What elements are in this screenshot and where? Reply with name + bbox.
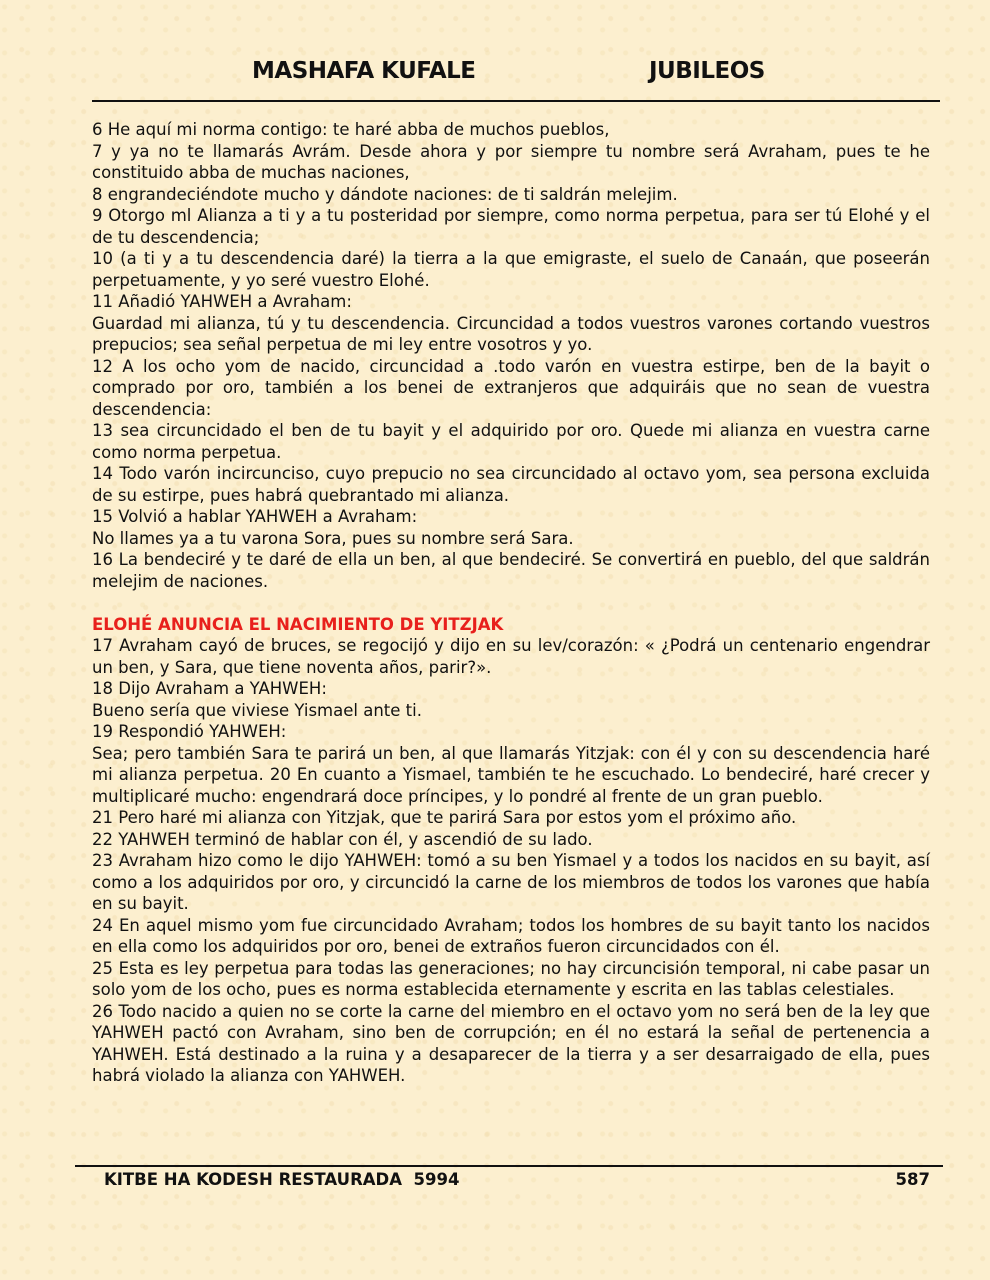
verse-paragraph: 15 Volvió a hablar YAHWEH a Avraham:: [92, 507, 418, 526]
footer-divider: [75, 1165, 943, 1167]
verse-paragraph: 13 sea circuncidado el ben de tu bayit y el adquirido por oro. Quede mi alianza en vuestra carne como norma perpetua.: [92, 421, 930, 462]
section-spacer: [92, 592, 930, 614]
verse-paragraph: 9 Otorgo ml Alianza a ti y a tu posteridad por siempre, como norma perpetua, para ser tú Elohé y el de tu descendencia;: [92, 206, 930, 247]
verse-paragraph: 19 Respondió YAHWEH:: [92, 722, 287, 741]
verse-paragraph: 6 He aquí mi norma contigo: te haré abba de muchos pueblos,: [92, 120, 610, 139]
verse-paragraph: 14 Todo varón incircunciso, cuyo prepucio no sea circuncidado al octavo yom, sea persona excluida de su estirpe, pues habrá quebrantado mi alianza.: [92, 464, 930, 505]
verse-paragraph: 18 Dijo Avraham a YAHWEH:: [92, 679, 327, 698]
verse-paragraph: 26 Todo nacido a quien no se corte la carne del miembro en el octavo yom no será ben de la ley que YAHWEH pactó con Avraham, sino ben de corrupción; en él no estará la señal de pertenencia a YAHWEH. Está destinado a la ruina y a desaparecer de la tierra y a ser desarraigado de ella, pues habrá violado la alianza con YAHWEH.: [92, 1001, 930, 1085]
verse-paragraph: 17 Avraham cayó de bruces, se regocijó y dijo en su lev/corazón: « ¿Podrá un centenario engendrar un ben, y Sara, que tiene noventa años, parir?».: [92, 636, 930, 677]
verse-paragraph: 21 Pero haré mi alianza con Yitzjak, que te parirá Sara por estos yom el próximo año.: [92, 808, 797, 827]
page-number: 587: [895, 1170, 930, 1189]
page-footer: [104, 1170, 930, 1196]
footer-book-title: KITBE HA KODESH RESTAURADA 5994: [104, 1170, 460, 1189]
verse-paragraph: 12 A los ocho yom de nacido, circuncidad a .todo varón en vuestra estirpe, ben de la bayit o comprado por oro, también a los benei de extranjeros que adquiráis que no sean de vuestra descendencia:: [92, 356, 930, 419]
verse-paragraph: Bueno sería que viviese Yismael ante ti.: [92, 700, 422, 720]
verse-paragraph: No llames ya a tu varona Sora, pues su nombre será Sara.: [92, 528, 574, 548]
verse-paragraph: 7 y ya no te llamarás Avrám. Desde ahora y por siempre tu nombre será Avraham, pues te he constituido abba de muchas naciones,: [92, 141, 930, 182]
header-book-title: MASHAFA KUFALE: [252, 58, 476, 84]
verse-paragraph: 23 Avraham hizo como le dijo YAHWEH: tomó a su ben Yismael y a todos los nacidos en su bayit, así como a los adquiridos por oro, y circuncidó la carne de los miembros de todos los varones que había en su bayit.: [92, 851, 930, 913]
section-heading: ELOHÉ ANUNCIA EL NACIMIENTO DE YITZJAK: [92, 614, 504, 634]
verse-paragraph: 22 YAHWEH terminó de hablar con él, y ascendió de su lado.: [92, 829, 593, 849]
verse-paragraph: 8 engrandeciéndote mucho y dándote naciones: de ti saldrán melejim.: [92, 184, 678, 204]
verse-paragraph: 11 Añadió YAHWEH a Avraham:: [92, 292, 352, 311]
verse-paragraph: 10 (a ti y a tu descendencia daré) la tierra a la que emigraste, el suelo de Canaán, que poseerán perpetuamente, y yo seré vuestro Elohé.: [92, 249, 930, 290]
verse-paragraph: Guardad mi alianza, tú y tu descendencia. Circuncidad a todos vuestros varones cortando vuestros prepucios; sea señal perpetua de mi ley entre vosotros y yo.: [92, 313, 930, 354]
page-body: [92, 119, 930, 1087]
verse-paragraph: 24 En aquel mismo yom fue circuncidado Avraham; todos los hombres de su bayit tanto los nacidos en ella como los adquiridos por oro, benei de extraños fueron circuncidados con él.: [92, 915, 930, 956]
verse-paragraph: 25 Esta es ley perpetua para todas las generaciones; no hay circuncisión temporal, ni cabe pasar un solo yom de los ocho, pues es norma establecida eternamente y escrita en las tablas celestiales.: [92, 958, 930, 999]
header-section-title: JUBILEOS: [649, 58, 765, 84]
page-header: [92, 58, 940, 98]
verse-paragraph: 16 La bendeciré y te daré de ella un ben, al que bendeciré. Se convertirá en pueblo, del que saldrán melejim de naciones.: [92, 550, 930, 591]
header-divider: [92, 100, 940, 102]
verse-paragraph: Sea; pero también Sara te parirá un ben, al que llamarás Yitzjak: con él y con su descendencia haré mi alianza perpetua. 20 En cuanto a Yismael, también te he escuchado. Lo bendeciré, haré crecer y multiplicaré mucho: engendrará doce príncipes, y lo pondré al frente de un gran pueblo.: [92, 743, 930, 806]
